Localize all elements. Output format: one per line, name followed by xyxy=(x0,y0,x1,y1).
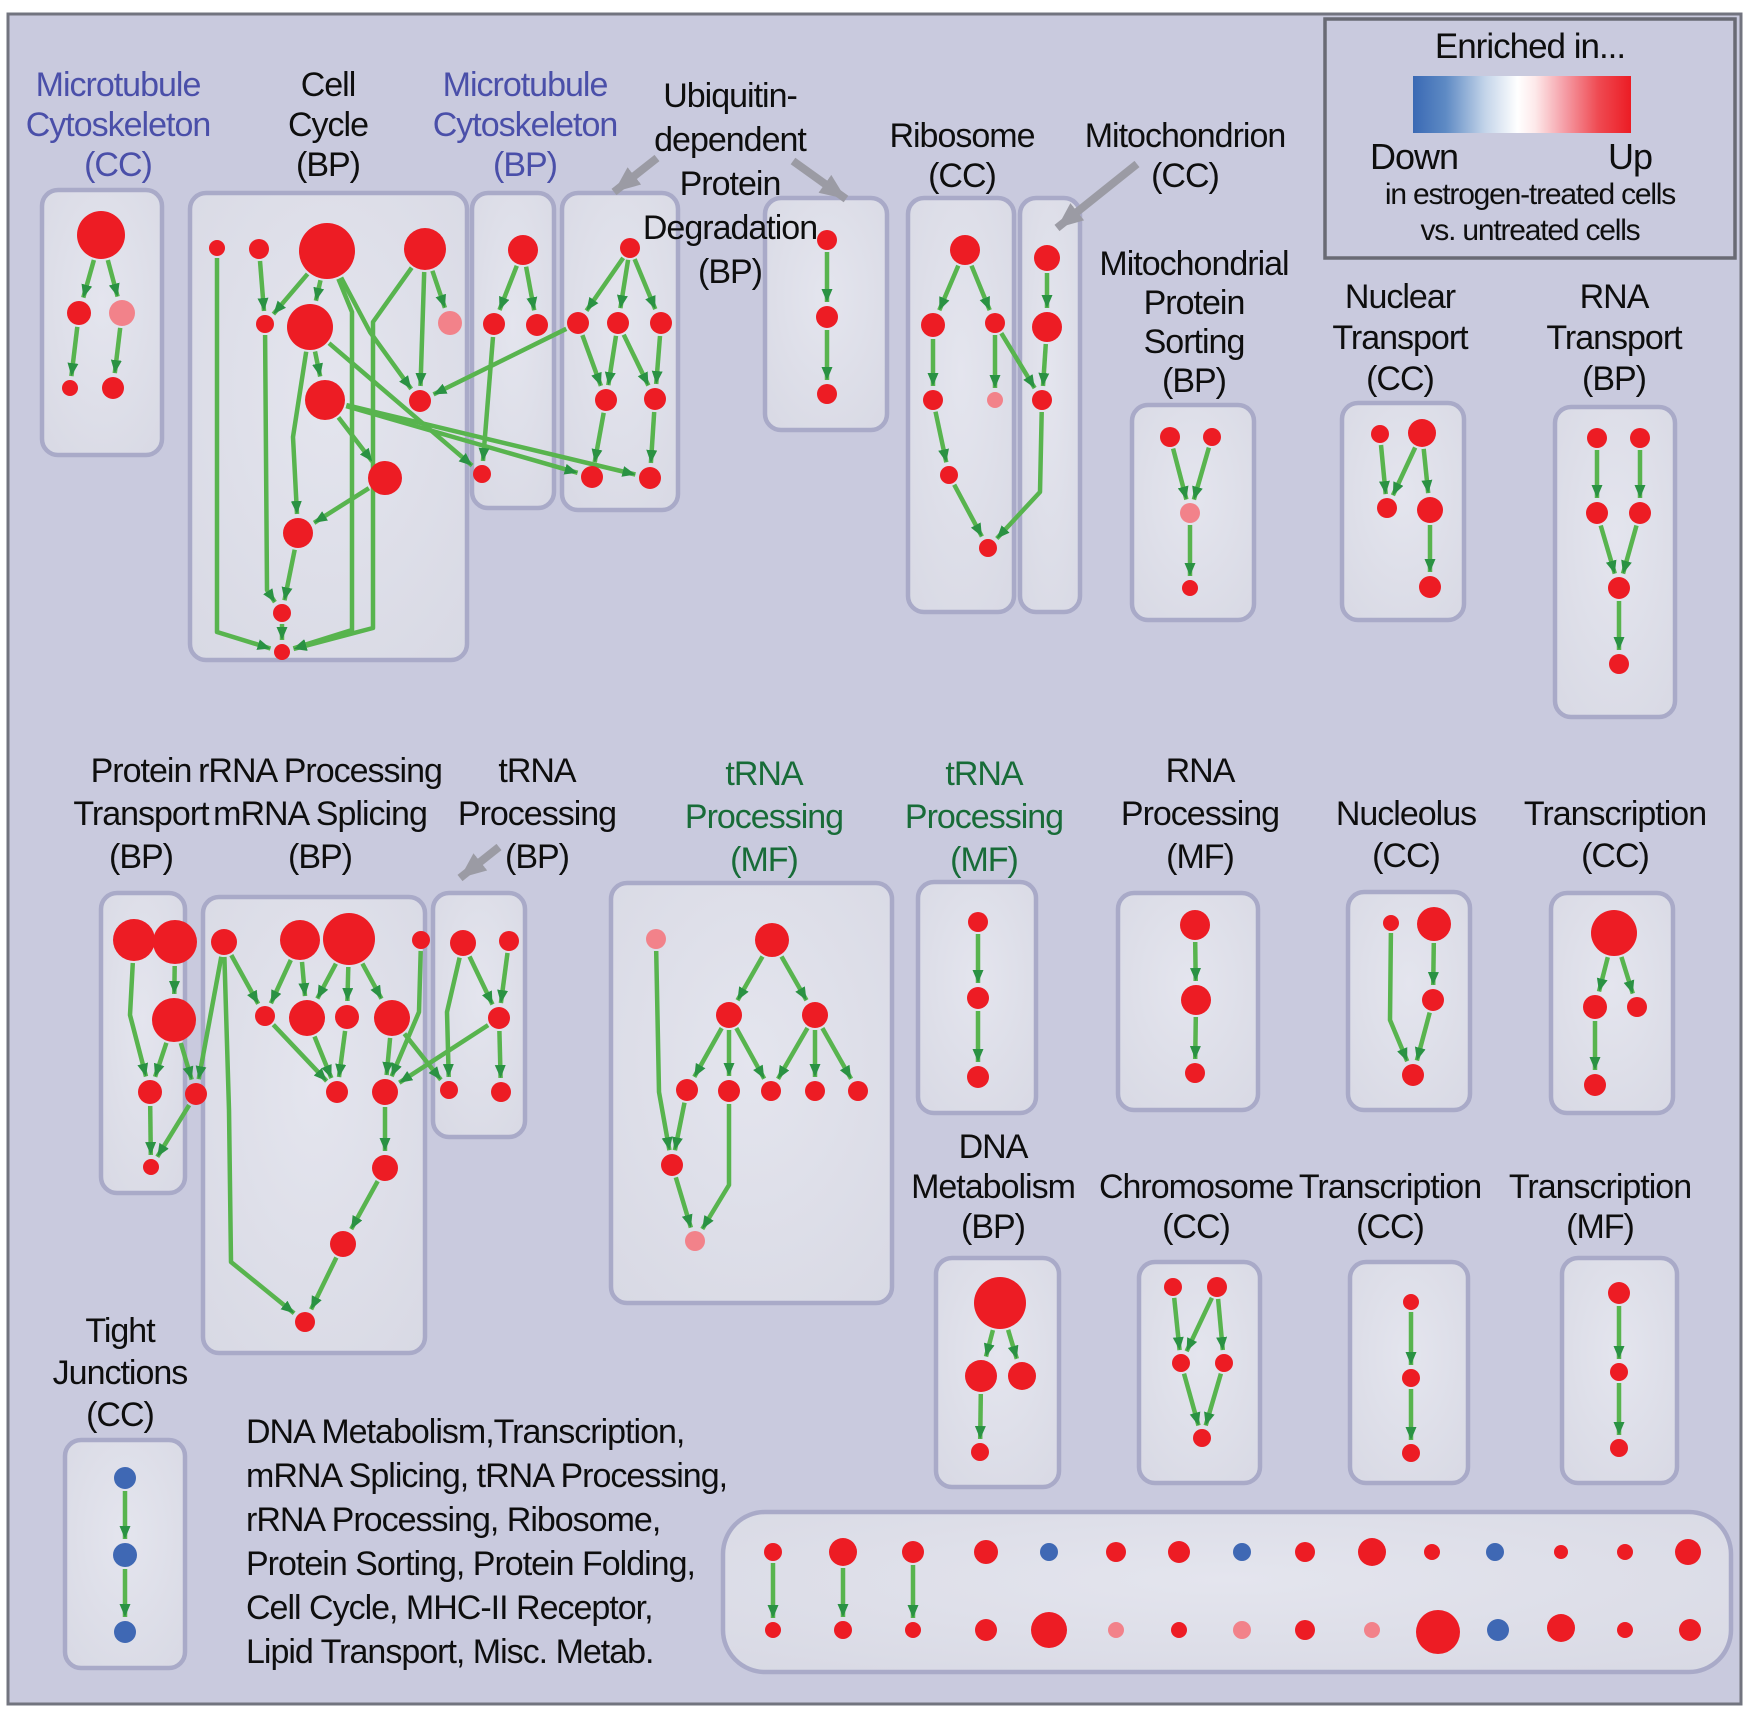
go-term-node xyxy=(1629,502,1651,524)
go-term-node xyxy=(113,919,155,961)
go-term-node xyxy=(372,1079,398,1105)
go-term-node xyxy=(473,465,491,483)
go-term-node xyxy=(764,1543,782,1561)
go-term-node xyxy=(923,390,943,410)
category-label-line: tRNA xyxy=(498,752,576,790)
hierarchy-edge xyxy=(1195,1017,1196,1059)
go-term-node xyxy=(1422,989,1444,1011)
category-label-line: Nucleolus xyxy=(1335,795,1477,833)
go-term-node xyxy=(273,604,291,622)
go-term-node xyxy=(1554,1545,1568,1559)
go-term-node xyxy=(1610,1363,1628,1381)
go-term-node xyxy=(921,313,945,337)
go-term-node xyxy=(902,1541,924,1563)
category-label-line: (BP) xyxy=(698,253,762,291)
go-term-node xyxy=(1403,1294,1419,1310)
category-label-line: (CC) xyxy=(1151,157,1219,195)
go-term-node xyxy=(1193,1429,1211,1447)
go-term-node xyxy=(1172,1354,1190,1372)
category-label-line: (BP) xyxy=(296,146,360,184)
go-term-node xyxy=(1371,425,1389,443)
category-label xyxy=(1394,277,1750,400)
go-term-node xyxy=(1610,1439,1628,1457)
legend-up-label: Up xyxy=(1607,136,1653,177)
go-term-node xyxy=(1295,1542,1315,1562)
go-term-node xyxy=(965,1360,997,1392)
go-term-node xyxy=(1233,1621,1251,1639)
go-term-node xyxy=(67,301,91,325)
category-label-line: RNA xyxy=(1579,278,1649,316)
go-term-node xyxy=(1402,1064,1424,1086)
go-term-node xyxy=(109,300,135,326)
hierarchy-edge xyxy=(1195,942,1196,981)
legend-gradient-bar xyxy=(1413,76,1631,133)
misc-categories-text-line: DNA Metabolism,Transcription, xyxy=(246,1413,685,1451)
category-label-line: Transport xyxy=(1332,319,1468,357)
category-label-line: dependent xyxy=(654,121,806,159)
go-term-node xyxy=(491,1082,511,1102)
legend-subtitle-1: in estrogen-treated cells xyxy=(1384,178,1676,211)
go-term-node xyxy=(283,518,313,548)
go-term-node xyxy=(1608,577,1630,599)
category-label-line: Nuclear xyxy=(1344,278,1456,316)
go-term-node xyxy=(1584,1074,1606,1096)
go-term-node xyxy=(1181,985,1211,1015)
go-term-node xyxy=(1108,1622,1124,1638)
category-label-line: (BP) xyxy=(109,838,173,876)
go-term-node xyxy=(1207,1277,1227,1297)
go-term-node xyxy=(299,223,355,279)
go-term-node xyxy=(1168,1541,1190,1563)
hierarchy-edge xyxy=(150,1106,151,1155)
category-label-line: Ribosome xyxy=(889,117,1035,155)
category-label-line: (MF) xyxy=(730,841,798,879)
go-term-node xyxy=(581,466,603,488)
go-term-node xyxy=(1486,1543,1504,1561)
category-label-line: tRNA xyxy=(725,755,803,793)
category-label-line: Transport xyxy=(73,795,209,833)
category-label-line: Cytoskeleton xyxy=(25,106,211,144)
go-term-node xyxy=(1040,1543,1058,1561)
go-term-node xyxy=(974,1540,998,1564)
hierarchy-edge xyxy=(1433,943,1434,985)
category-label-line: Processing xyxy=(1120,795,1280,833)
category-label-line: Mitochondrion xyxy=(1084,117,1286,155)
go-term-node xyxy=(967,987,989,1009)
category-label-line: Chromosome xyxy=(1098,1168,1294,1206)
go-term-node xyxy=(335,1005,359,1029)
go-term-node xyxy=(1383,915,1399,931)
go-term-node xyxy=(368,461,402,495)
go-term-node xyxy=(967,1066,989,1088)
go-term-node xyxy=(1377,498,1397,518)
go-term-node xyxy=(646,929,666,949)
category-box-misc xyxy=(723,1512,1731,1672)
category-label-line: Degradation xyxy=(642,209,818,247)
go-term-node xyxy=(639,467,661,489)
go-term-node xyxy=(483,313,505,335)
go-term-node xyxy=(685,1231,705,1251)
go-term-node xyxy=(326,1081,348,1103)
go-term-node xyxy=(113,1543,137,1567)
go-term-node xyxy=(1417,497,1443,523)
go-term-node xyxy=(255,1006,275,1026)
misc-categories-text-line: rRNA Processing, Ribosome, xyxy=(246,1501,661,1539)
go-term-node xyxy=(138,1080,162,1104)
category-label-line: Microtubule xyxy=(35,66,201,104)
go-term-node xyxy=(829,1538,857,1566)
hierarchy-edge xyxy=(499,1031,500,1078)
category-label-line: Transcription xyxy=(1523,795,1707,833)
go-term-node xyxy=(1185,1063,1205,1083)
go-term-node xyxy=(1547,1614,1575,1642)
go-term-node xyxy=(802,1002,828,1028)
category-label-line: (MF) xyxy=(1166,838,1234,876)
go-term-node xyxy=(805,1081,825,1101)
go-term-node xyxy=(114,1467,136,1489)
go-term-node xyxy=(971,1443,989,1461)
go-term-node xyxy=(974,1277,1026,1329)
go-term-node xyxy=(440,1081,458,1099)
go-term-node xyxy=(152,998,196,1042)
category-label-line: (CC) xyxy=(86,1396,154,1434)
go-term-node xyxy=(975,1619,997,1641)
go-term-node xyxy=(1171,1622,1187,1638)
category-label xyxy=(1380,1167,1750,1247)
go-term-node xyxy=(499,931,519,951)
go-term-node xyxy=(716,1002,742,1028)
go-term-node xyxy=(1295,1620,1315,1640)
category-label-line: Cell xyxy=(300,66,356,104)
go-term-node xyxy=(1408,419,1436,447)
category-label-line: (CC) xyxy=(1356,1208,1424,1246)
go-term-node xyxy=(1106,1542,1126,1562)
legend-down-label: Down xyxy=(1369,136,1459,177)
go-term-node xyxy=(526,314,548,336)
category-label-line: (BP) xyxy=(493,146,557,184)
category-label-line: (BP) xyxy=(505,838,569,876)
go-term-node xyxy=(114,1621,136,1643)
go-term-node xyxy=(1358,1538,1386,1566)
category-label-line: Protein xyxy=(679,165,781,203)
category-label-line: (BP) xyxy=(961,1208,1025,1246)
misc-categories-text-line: Lipid Transport, Misc. Metab. xyxy=(246,1633,654,1671)
go-term-node xyxy=(404,228,446,270)
go-term-node xyxy=(595,389,617,411)
hierarchy-edge xyxy=(302,962,305,996)
category-label-line: Protein xyxy=(90,752,192,790)
category-label-line: RNA xyxy=(1165,752,1235,790)
go-term-node xyxy=(77,211,125,259)
hierarchy-edge xyxy=(980,1394,981,1439)
category-label-line: Mitochondrial xyxy=(1099,245,1289,283)
go-term-node xyxy=(143,1159,159,1175)
go-term-node xyxy=(761,1081,781,1101)
go-term-node xyxy=(607,312,629,334)
category-label xyxy=(1395,793,1750,877)
go-term-node xyxy=(323,913,375,965)
category-label-line: Cycle xyxy=(287,106,369,144)
category-label-line: (BP) xyxy=(1582,360,1646,398)
category-label-line: Junctions xyxy=(52,1354,188,1392)
go-term-node xyxy=(280,920,320,960)
go-term-node xyxy=(1679,1619,1701,1641)
misc-categories-text-line: mRNA Splicing, tRNA Processing, xyxy=(246,1457,728,1495)
go-term-node xyxy=(765,1622,781,1638)
go-term-node xyxy=(1416,1610,1460,1654)
go-term-node xyxy=(1203,428,1221,446)
category-label-line: Transport xyxy=(1546,319,1682,357)
go-term-node xyxy=(905,1622,921,1638)
go-term-node xyxy=(816,306,838,328)
go-term-node xyxy=(1419,576,1441,598)
go-term-node xyxy=(1617,1622,1633,1638)
go-term-node xyxy=(185,1083,207,1105)
legend-title: Enriched in... xyxy=(1434,27,1626,66)
category-label-line: (BP) xyxy=(1162,362,1226,400)
go-term-node xyxy=(372,1155,398,1181)
category-label-line: Transcription xyxy=(1298,1168,1482,1206)
go-term-node xyxy=(438,311,462,335)
go-term-node xyxy=(1586,502,1608,524)
go-term-node xyxy=(1583,995,1607,1019)
go-term-node xyxy=(676,1079,698,1101)
go-term-node xyxy=(153,920,197,964)
go-term-node xyxy=(848,1081,868,1101)
category-label-line: (CC) xyxy=(84,146,152,184)
go-term-node xyxy=(62,380,78,396)
go-term-node xyxy=(1402,1444,1420,1462)
go-term-node xyxy=(1627,997,1647,1017)
go-term-node xyxy=(1233,1543,1251,1561)
go-term-node xyxy=(249,239,269,259)
category-label-line: rRNA Processing xyxy=(198,752,442,790)
category-label-line: (CC) xyxy=(1581,837,1649,875)
go-term-node xyxy=(488,1007,510,1029)
go-term-node xyxy=(256,315,274,333)
category-label-line: mRNA Splicing xyxy=(213,795,427,833)
go-term-node xyxy=(1417,907,1451,941)
go-term-node xyxy=(1180,910,1210,940)
category-label-line: Ubiquitin- xyxy=(663,77,797,115)
category-label-line: Cytoskeleton xyxy=(432,106,618,144)
go-term-node xyxy=(644,388,666,410)
category-label-line: Processing xyxy=(904,798,1064,836)
go-term-node xyxy=(412,931,430,949)
go-term-node xyxy=(209,240,225,256)
go-term-node xyxy=(1591,910,1637,956)
category-label-line: (MF) xyxy=(950,841,1018,879)
go-term-node xyxy=(1160,427,1180,447)
category-label-line: (CC) xyxy=(1366,360,1434,398)
category-label-line: DNA xyxy=(958,1128,1028,1166)
category-label-line: Transcription xyxy=(1508,1168,1692,1206)
misc-categories-text-line: Protein Sorting, Protein Folding, xyxy=(246,1545,695,1583)
go-term-node xyxy=(1182,580,1198,596)
go-term-node xyxy=(940,466,958,484)
go-term-node xyxy=(289,1000,325,1036)
category-label-line: Tight xyxy=(85,1312,155,1350)
go-term-node xyxy=(1402,1369,1420,1387)
go-term-node xyxy=(1215,1354,1233,1372)
go-term-node xyxy=(1675,1539,1701,1565)
go-term-node xyxy=(979,539,997,557)
go-term-node xyxy=(650,312,672,334)
misc-categories-text-line: Cell Cycle, MHC-II Receptor, xyxy=(246,1589,653,1627)
go-term-node xyxy=(834,1621,852,1639)
go-term-node xyxy=(1487,1619,1509,1641)
go-term-node xyxy=(330,1231,356,1257)
go-term-node xyxy=(409,390,431,412)
go-term-node xyxy=(1587,428,1607,448)
go-term-node xyxy=(567,312,589,334)
category-label-line: Processing xyxy=(457,795,617,833)
misc-categories-text xyxy=(246,1410,727,1674)
category-label-line: Metabolism xyxy=(911,1168,1075,1206)
category-label-line: Processing xyxy=(684,798,844,836)
go-term-node xyxy=(1180,503,1200,523)
category-label-line: (CC) xyxy=(1372,837,1440,875)
go-term-node xyxy=(661,1154,683,1176)
category-label-line: Sorting xyxy=(1143,323,1245,361)
category-label-line: tRNA xyxy=(945,755,1023,793)
category-label xyxy=(965,116,1405,196)
go-term-node xyxy=(755,923,789,957)
go-term-node xyxy=(1364,1622,1380,1638)
go-term-node xyxy=(968,912,988,932)
hierarchy-edge xyxy=(347,967,348,1001)
category-label-line: (BP) xyxy=(288,838,352,876)
category-label-line: (CC) xyxy=(928,157,996,195)
go-term-node xyxy=(102,377,124,399)
go-term-node xyxy=(1031,1612,1067,1648)
go-term-node xyxy=(287,304,333,350)
go-term-node xyxy=(718,1080,740,1102)
go-term-node xyxy=(1609,654,1629,674)
category-label-line: Protein xyxy=(1143,284,1245,322)
legend-subtitle-2: vs. untreated cells xyxy=(1420,214,1640,247)
go-term-node xyxy=(1008,1362,1036,1390)
category-box-nuctrans xyxy=(1342,403,1464,620)
go-term-node xyxy=(1617,1544,1633,1560)
go-term-node xyxy=(1424,1544,1440,1560)
category-label-line: Microtubule xyxy=(442,66,608,104)
category-label-line: (MF) xyxy=(1566,1208,1634,1246)
go-term-node xyxy=(450,930,476,956)
go-term-node xyxy=(817,384,837,404)
go-term-node xyxy=(374,1000,410,1036)
category-label-line: (CC) xyxy=(1162,1208,1230,1246)
go-term-node xyxy=(211,929,237,955)
go-term-node xyxy=(1164,1278,1182,1296)
go-term-node xyxy=(305,380,345,420)
go-term-node xyxy=(274,644,290,660)
go-term-node xyxy=(1630,428,1650,448)
go-term-node xyxy=(1608,1282,1630,1304)
category-box-chromosome xyxy=(1139,1262,1260,1483)
